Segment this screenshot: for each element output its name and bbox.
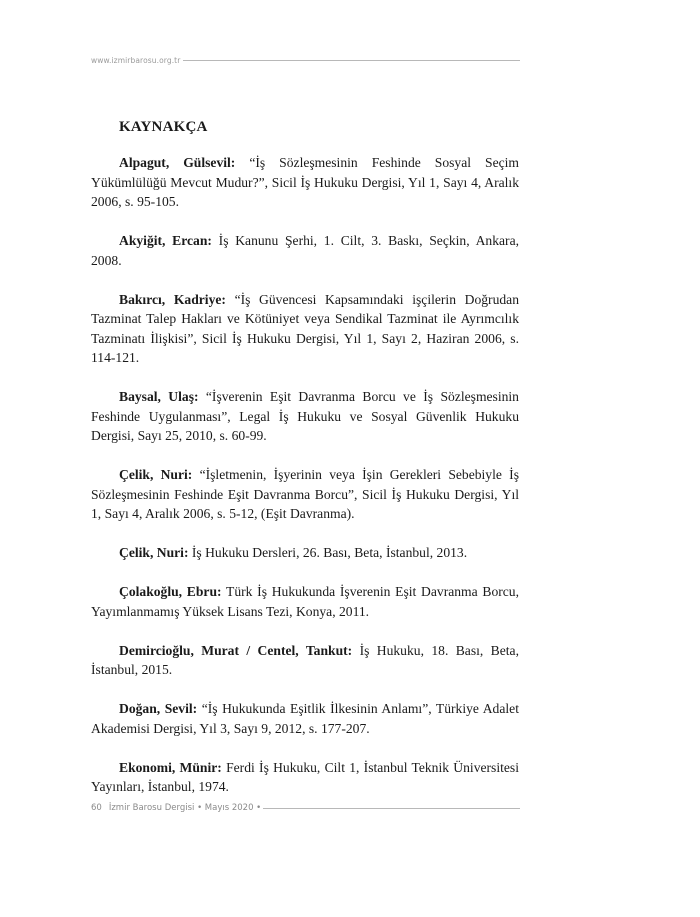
journal-title: İzmir Barosu Dergisi • Mayıs 2020 •	[108, 803, 262, 813]
reference-text: İş Kanunu Şerhi, 1. Cilt, 3. Baskı, Seçkin, Ankara, 2008.	[91, 233, 519, 268]
reference-entry	[91, 543, 519, 563]
reference-author: Alpagut, Gülsevil:	[119, 155, 236, 170]
bibliography	[91, 118, 519, 816]
reference-text: “İşverenin Eşit Davranma Borcu ve İş Sözleşmesinin Feshinde Uygulanması”, Legal İş Hukuku ve Sosyal Güvenlik Hukuku Dergisi, Sayı 25, 2010, s. 60-99.	[91, 389, 519, 443]
page-footer	[91, 801, 520, 815]
reference-text: Ferdi İş Hukuku, Cilt 1, İstanbul Teknik Üniversitesi Yayınları, İstanbul, 1974.	[91, 759, 519, 794]
reference-entry	[91, 231, 519, 270]
reference-author: Doğan, Sevil:	[119, 701, 198, 716]
reference-text: İş Hukuku, 18. Bası, Beta, İstanbul, 2015.	[91, 642, 519, 677]
reference-text: “İş Güvencesi Kapsamındaki işçilerin Doğrudan Tazminat Talep Hakları ve Kötüniyet veya Sendikal Tazminat ile Ayrımcılık Tazminatı İlişkisi”, Sicil İş Hukuku Dergisi, Yıl 1, Sayı 2, Haziran 2006, s. 114-121.	[91, 291, 519, 365]
page-header	[91, 53, 520, 67]
reference-text: “İş Hukukunda Eşitlik İlkesinin Anlamı”, Türkiye Adalet Akademisi Dergisi, Yıl 3, Sayı 9, 2012, s. 177-207.	[91, 701, 519, 736]
section-title: KAYNAKÇA	[119, 119, 208, 135]
reference-text: “İşletmenin, İşyerinin veya İşin Gerekleri Sebebiyle İş Sözleşmesinin Feshinde Eşit Davranma Borcu”, Sicil İş Hukuku Dergisi, Yıl 1, Sayı 4, Aralık 2006, s. 5-12, (Eşit Davranma).	[91, 467, 519, 521]
reference-author: Çolakoğlu, Ebru:	[119, 584, 222, 599]
footer-line	[263, 808, 520, 809]
reference-author: Akyiğit, Ercan:	[119, 233, 212, 248]
footer-rule	[263, 801, 520, 815]
reference-entry	[91, 641, 519, 680]
header-rule	[183, 60, 520, 61]
reference-entry	[91, 153, 519, 212]
reference-text: “İş Sözleşmesinin Feshinde Sosyal Seçim Yükümlülüğü Mevcut Mudur?”, Sicil İş Hukuku Dergisi, Yıl 1, Sayı 4, Aralık 2006, s. 95-105.	[91, 155, 519, 209]
reference-author: Bakırcı, Kadriye:	[119, 291, 226, 307]
reference-author: Çelik, Nuri:	[119, 467, 193, 482]
header-url: www.izmirbarosu.org.tr	[91, 55, 181, 65]
reference-entry	[91, 465, 519, 524]
reference-text: İş Hukuku Dersleri, 26. Bası, Beta, İstanbul, 2013.	[188, 545, 468, 560]
reference-entry	[91, 758, 519, 797]
reference-author: Çelik, Nuri:	[119, 545, 189, 560]
reference-author: Demircioğlu, Murat / Centel, Tankut:	[119, 642, 353, 658]
reference-entry	[91, 699, 519, 738]
reference-author: Ekonomi, Münir:	[119, 759, 222, 775]
reference-entry	[91, 582, 519, 621]
reference-entry	[91, 387, 519, 446]
footer-label	[91, 803, 263, 813]
page-number: 60	[91, 803, 102, 813]
reference-author: Baysal, Ulaş:	[119, 389, 199, 404]
reference-text: Türk İş Hukukunda İşverenin Eşit Davranma Borcu, Yayımlanmamış Yüksek Lisans Tezi, Konya, 2011.	[91, 584, 520, 619]
reference-entry	[91, 290, 519, 368]
